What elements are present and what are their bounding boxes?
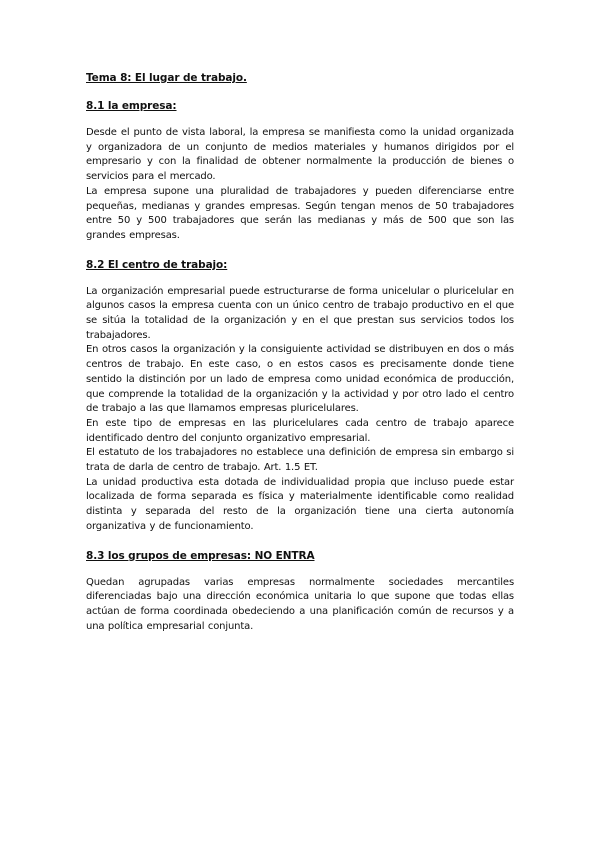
paragraph: Desde el punto de vista laboral, la empresa se manifiesta como la unidad organizada y organizadora de un conjunto de medios materiales y humanos dirigidos por el empresario y con la finalidad de obtener normalmente la producción de bienes o servicios para el mercado.	[86, 127, 514, 183]
section-heading-empresa: 8.1 la empresa:	[86, 100, 177, 112]
paragraph: Quedan agrupadas varias empresas normalmente sociedades mercantiles diferenciadas bajo una dirección económica unitaria lo que supone que todas ellas actúan de forma coordinada obedeciendo a una planificación común de recursos y a una política empresarial conjunta.	[86, 576, 514, 632]
paragraph: En este tipo de empresas en las pluricelulares cada centro de trabajo aparece identificado dentro del conjunto organizativo empresarial.	[86, 417, 514, 444]
section-heading-centro-de-trabajo: 8.2 El centro de trabajo:	[86, 258, 228, 271]
paragraph: La empresa supone una pluralidad de trabajadores y pueden diferenciarse entre pequeñas, medianas y grandes empresas. Según tengan menos de 50 trabajadores entre 50 y 500 trabajadores que serán las medianas y más de 500 que son las grandes empresas.	[86, 185, 514, 241]
document-page	[86, 71, 514, 634]
document-title: Tema 8: El lugar de trabajo.	[86, 72, 247, 84]
section-heading-grupos-de-empresas: 8.3 los grupos de empresas: NO ENTRA	[86, 549, 315, 562]
paragraph: El estatuto de los trabajadores no establece una definición de empresa sin embargo si trata de darla de centro de trabajo. Art. 1.5 ET.	[86, 447, 514, 474]
paragraph: La organización empresarial puede estructurarse de forma unicelular o pluricelular en algunos casos la empresa cuenta con un único centro de trabajo productivo en el que se sitúa la totalidad de la organización y en el que prestan sus servicios todos los trabajadores.	[86, 285, 514, 341]
paragraph: La unidad productiva esta dotada de individualidad propia que incluso puede estar localizada de forma separada es física y materialmente identificable como realidad distinta y separada del resto de la organización tiene una cierta autonomía organizativa y de funcionamiento.	[86, 476, 514, 532]
paragraph: En otros casos la organización y la consiguiente actividad se distribuyen en dos o más centros de trabajo. En este caso, o en estos casos es precisamente donde tiene sentido la distinción por un lado de empresa como unidad económica de producción, que comprende la totalidad de la organización y la actividad y por otro lado el centro de trabajo a las que llamamos empresas pluricelulares.	[86, 344, 514, 415]
